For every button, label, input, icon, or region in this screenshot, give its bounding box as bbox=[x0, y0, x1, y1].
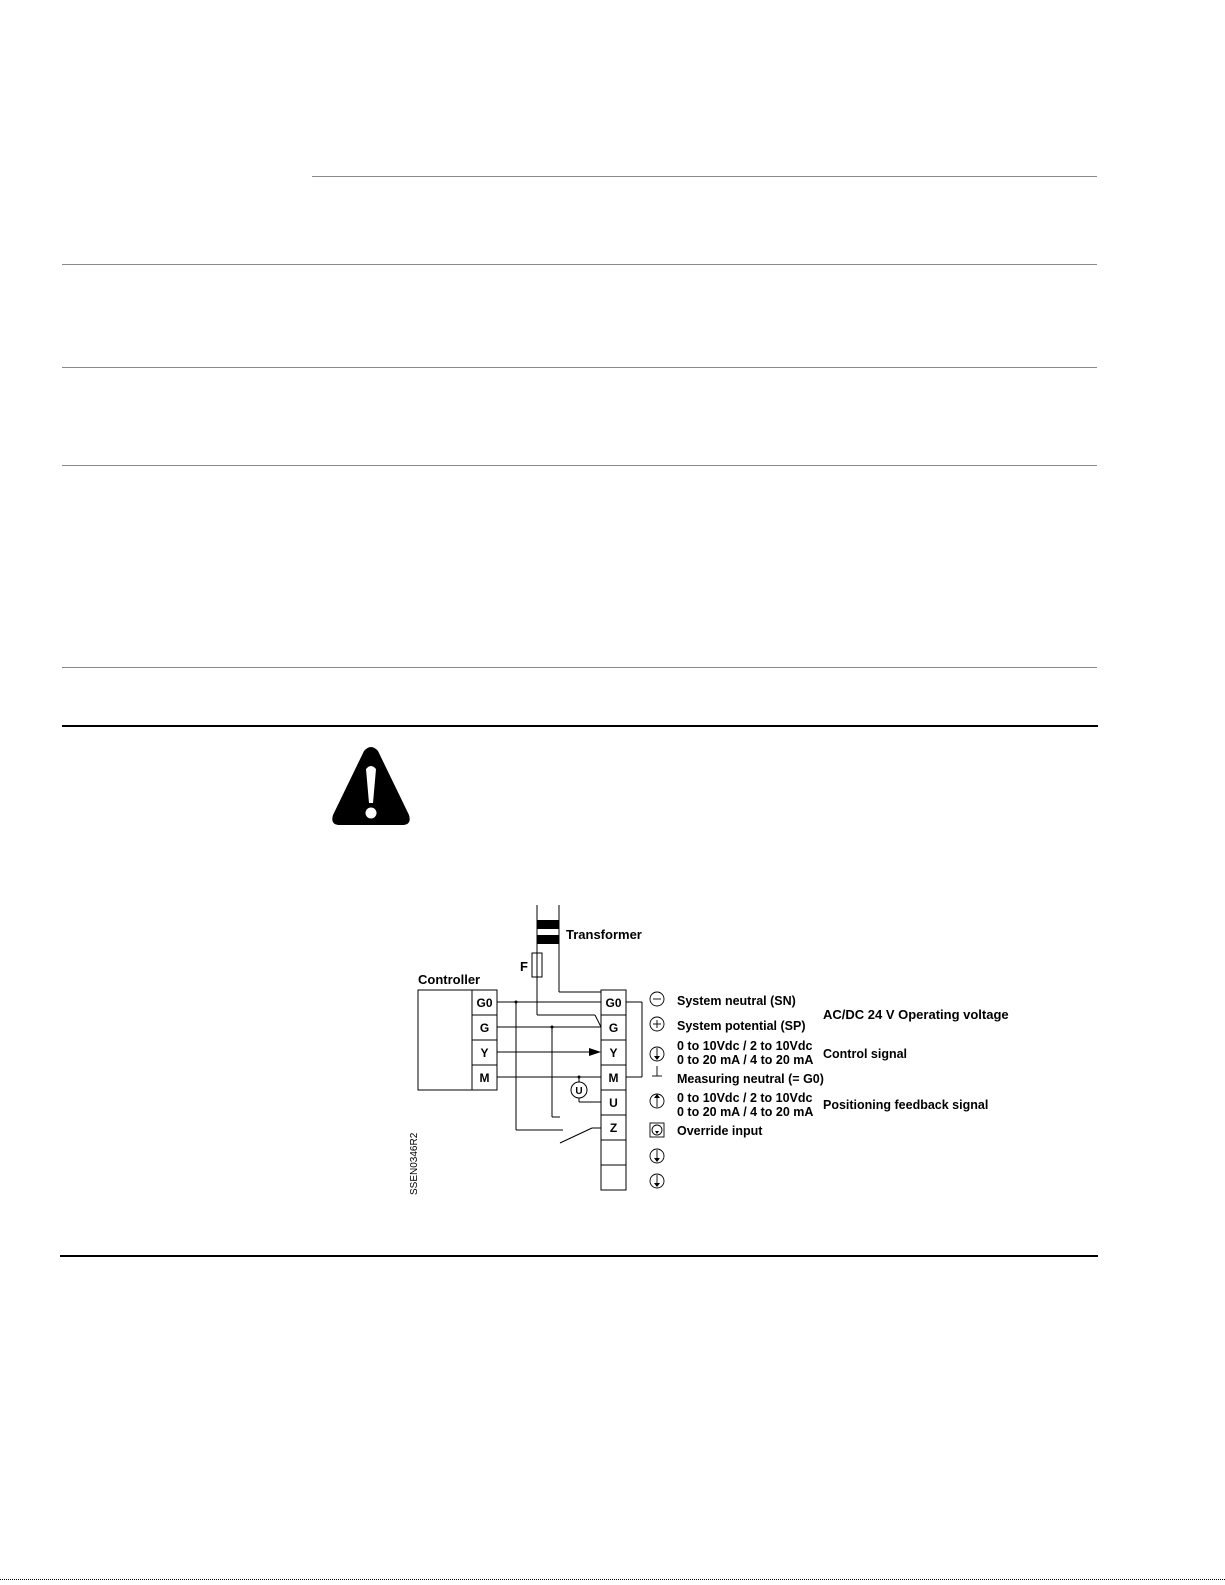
divider-section-3 bbox=[62, 465, 1097, 466]
label-feedback-signal: Positioning feedback signal bbox=[823, 1098, 989, 1112]
drawing-code: SSEN0346R2 bbox=[409, 1132, 420, 1195]
controller-terminal-g0: G0 bbox=[476, 996, 493, 1010]
controller-terminal-g: G bbox=[479, 1021, 490, 1035]
transformer-core-top bbox=[537, 920, 559, 929]
divider-section-2 bbox=[62, 367, 1097, 368]
actuator-terminal-g0: G0 bbox=[605, 996, 622, 1010]
actuator-terminal-m: M bbox=[608, 1071, 619, 1085]
page-edge-dotted-line bbox=[0, 1579, 1225, 1580]
divider-section-5 bbox=[62, 725, 1098, 727]
meter-label: U bbox=[575, 1086, 583, 1097]
controller-terminal-m: M bbox=[479, 1071, 490, 1085]
divider-bottom bbox=[60, 1255, 1098, 1257]
actuator-terminal-z: Z bbox=[609, 1121, 618, 1135]
label-system-potential: System potential (SP) bbox=[677, 1019, 806, 1033]
fuse-label: F bbox=[520, 959, 528, 974]
label-override-input: Override input bbox=[677, 1124, 763, 1138]
actuator-terminal-g: G bbox=[608, 1021, 619, 1035]
label-operating-voltage: AC/DC 24 V Operating voltage bbox=[823, 1007, 1009, 1022]
transformer-label: Transformer bbox=[566, 927, 642, 942]
label-measuring-neutral: Measuring neutral (= G0) bbox=[677, 1072, 824, 1086]
actuator-terminal-y: Y bbox=[609, 1046, 618, 1060]
actuator-terminal-u: U bbox=[609, 1096, 618, 1110]
label-control-range-ma: 0 to 20 mA / 4 to 20 mA bbox=[677, 1053, 814, 1067]
override-switch bbox=[560, 1128, 592, 1143]
label-control-signal: Control signal bbox=[823, 1047, 908, 1061]
divider-section-1 bbox=[62, 264, 1097, 265]
label-feedback-range-ma: 0 to 20 mA / 4 to 20 mA bbox=[677, 1105, 814, 1119]
label-control-range-v: 0 to 10Vdc / 2 to 10Vdc bbox=[677, 1039, 813, 1053]
label-system-neutral: System neutral (SN) bbox=[677, 994, 796, 1008]
controller-label: Controller bbox=[418, 972, 481, 987]
controller-terminal-y: Y bbox=[480, 1046, 489, 1060]
wiring-diagram bbox=[400, 895, 1060, 1215]
warning-icon bbox=[330, 745, 412, 827]
divider-top bbox=[312, 176, 1097, 177]
transformer-core-bottom bbox=[537, 935, 559, 944]
divider-section-4 bbox=[62, 667, 1097, 668]
label-feedback-range-v: 0 to 10Vdc / 2 to 10Vdc bbox=[677, 1091, 813, 1105]
